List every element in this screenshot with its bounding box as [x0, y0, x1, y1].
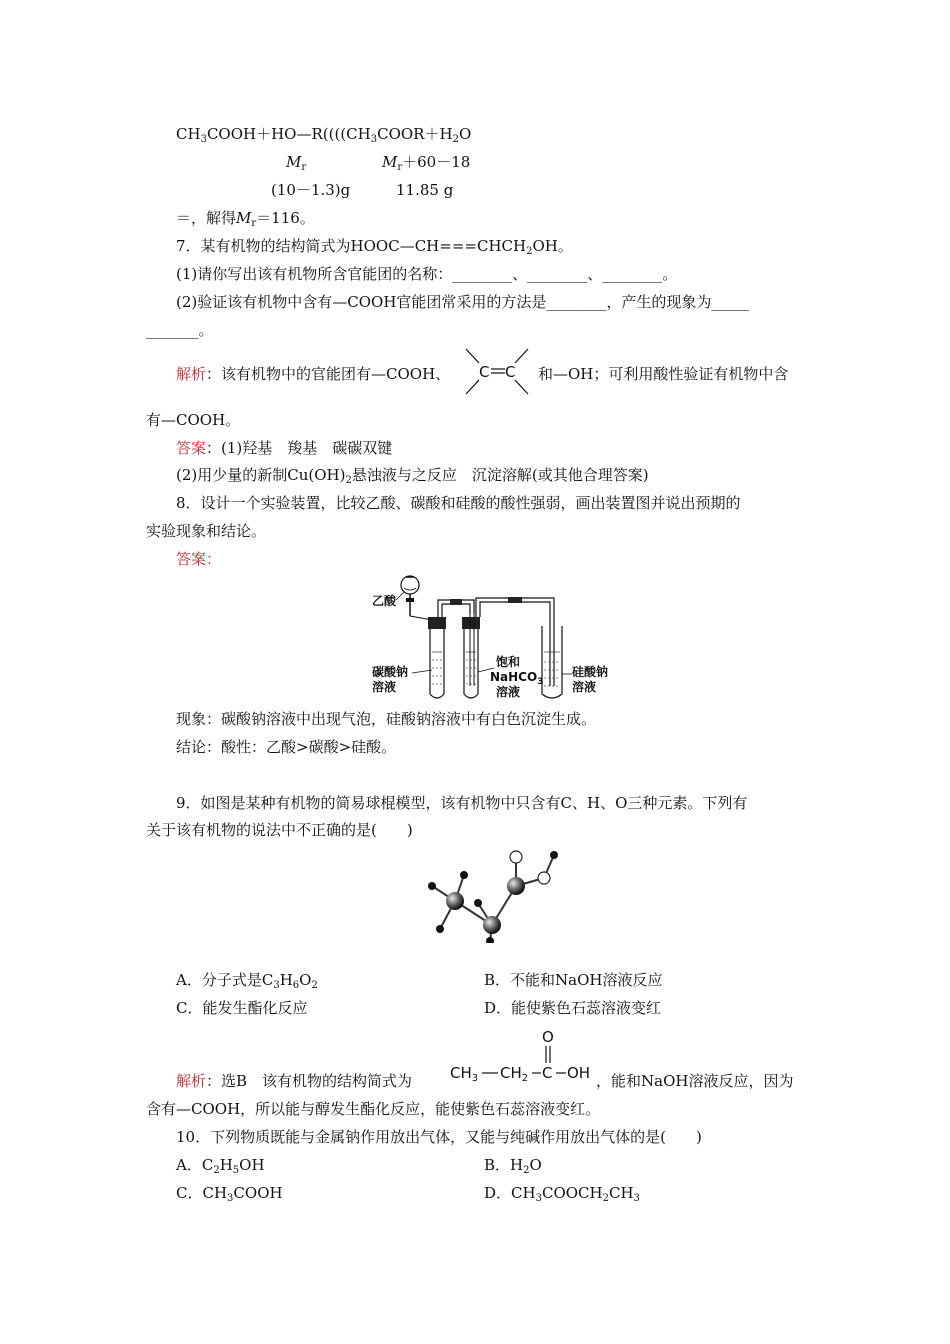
analysis-label: 解析 [176, 365, 207, 383]
svg-text:CH2: $CH_2$ [500, 1064, 529, 1084]
carbon-atom [507, 877, 525, 895]
q7-answer2: (2)用少量的新制$Cu(OH)_2$悬浊液与之反应 沉淀溶解(或其他合理答案) [176, 466, 649, 486]
q7-part2: (2)验证该有机物中含有—COOH官能团常采用的方法是________，产生的现象为_____ [176, 293, 749, 311]
q8-conclusion: 结论：酸性：乙酸>碳酸>硅酸。 [176, 738, 397, 756]
svg-text:OH: OH [567, 1064, 591, 1082]
q7-analysis-line1b: 和—OH；可利用酸性验证有机物中含 [538, 365, 789, 383]
q7-stem: 7．某有机物的结构简式为$HOOC—CH===CHCH_2OH$。 [176, 237, 573, 257]
apparatus-diagram [366, 574, 620, 704]
q8-answer-label: 答案： [176, 550, 222, 568]
q9-analysis-line1b: ，能和NaOH溶液反应，因为 [596, 1072, 794, 1090]
analysis-label: 解析 [176, 1072, 207, 1090]
label-sodium-silicate: 硅酸钠 [572, 665, 609, 679]
molar-mass-product: $M_r+60-18$ [382, 153, 471, 173]
hydrogen-atom [428, 882, 436, 890]
svg-text:CH3: $CH_3$ [450, 1064, 479, 1084]
svg-text:C: C [505, 363, 516, 381]
stopper-1 [428, 617, 446, 629]
q7-analysis-line1: 解析：该有机物中的官能团有—COOH、 [176, 365, 451, 383]
q7-part2-cont: _______。 [146, 321, 214, 339]
q7-analysis-line2: 有—COOH。 [146, 411, 241, 429]
hydrogen-atom [486, 937, 494, 943]
label-nahco3-solution: 溶液 [496, 685, 521, 699]
hydrogen-atom [436, 925, 444, 933]
q8-stem1: 8．设计一个实验装置，比较乙酸、碳酸和硅酸的酸性强弱，画出装置图并说出预期的 [176, 494, 741, 512]
label-acetic-acid: 乙酸 [372, 594, 397, 608]
stopcock [406, 598, 414, 602]
q9-option-a: A．分子式是$C_3H_6O_2$ [176, 971, 318, 991]
svg-text:C: C [542, 1064, 553, 1082]
propanoic-acid-structure [448, 1026, 596, 1090]
q9-option-c: C．能发生酯化反应 [176, 999, 308, 1017]
svg-text:O: O [542, 1028, 554, 1046]
q10-option-d: D．$CH_3COOCH_2CH_3$ [484, 1184, 640, 1204]
calc-result: ＝，解得$M_r=116$。 [176, 209, 315, 229]
test-tube-2 [464, 629, 478, 698]
carbon-atom [446, 892, 464, 910]
molar-mass-reactant: $M_r$ [286, 153, 307, 173]
q9-stem1: 9．如图是某种有机物的简易球棍模型，该有机物中只含有C、H、O三种元素。下列有 [176, 794, 748, 812]
q7-answer1: 答案：(1)羟基 羧基 碳碳双键 [176, 439, 393, 457]
alkene-group-structure [460, 346, 534, 398]
stopper-2 [462, 617, 480, 629]
carbon-atom [483, 916, 501, 934]
hydrogen-atom [550, 851, 558, 859]
q10-stem: 10．下列物质既能与金属钠作用放出气体，又能与纯碱作用放出气体的是( ) [176, 1128, 702, 1146]
q9-analysis-line1: 解析：选B 该有机物的结构简式为 [176, 1072, 413, 1090]
q9-stem2: 关于该有机物的说法中不正确的是( ) [146, 821, 413, 839]
label-saturated: 饱和 [496, 655, 521, 669]
hydrogen-atom [460, 871, 468, 879]
q8-stem2: 实验现象和结论。 [146, 522, 267, 540]
test-tube-1 [430, 629, 444, 698]
q10-option-b: B．$H_2O$ [484, 1156, 542, 1176]
hydrogen-atom [474, 899, 482, 907]
oxygen-atom [538, 872, 550, 884]
q9-option-b: B．不能和NaOH溶液反应 [484, 971, 663, 989]
q7-part1: (1)请你写出该有机物所含官能团的名称：________、________、________。 [176, 265, 678, 283]
label-sodium-carbonate: 碳酸钠 [372, 665, 409, 679]
q10-option-a: A．$C_2H_5OH$ [176, 1156, 265, 1176]
funnel-bulb [401, 576, 419, 594]
q9-analysis-line2: 含有—COOH，所以能与醇发生酯化反应，能使紫色石蕊溶液变红。 [146, 1100, 601, 1118]
q9-option-d: D．能使紫色石蕊溶液变红 [484, 999, 662, 1017]
mass-product: 11.85 g [396, 181, 454, 199]
q10-option-c: C．$CH_3COOH$ [176, 1184, 283, 1204]
q8-phenomenon: 现象：碳酸钠溶液中出现气泡，硅酸钠溶液中有白色沉淀生成。 [176, 710, 597, 728]
label-nahco3: NaHCO$_3$ [490, 670, 544, 687]
answer-label: 答案 [176, 439, 207, 457]
oxygen-atom [510, 851, 522, 863]
reaction-equation: $CH_3COOH+HO—R((((CH_3COOR+H_2O$ [176, 125, 472, 145]
label-sodium-carbonate-solution: 溶液 [372, 680, 397, 694]
ball-stick-model [420, 843, 570, 943]
svg-text:C: C [479, 363, 490, 381]
mass-reactant: (10－1.3)g [271, 181, 351, 199]
label-sodium-silicate-solution: 溶液 [572, 680, 597, 694]
